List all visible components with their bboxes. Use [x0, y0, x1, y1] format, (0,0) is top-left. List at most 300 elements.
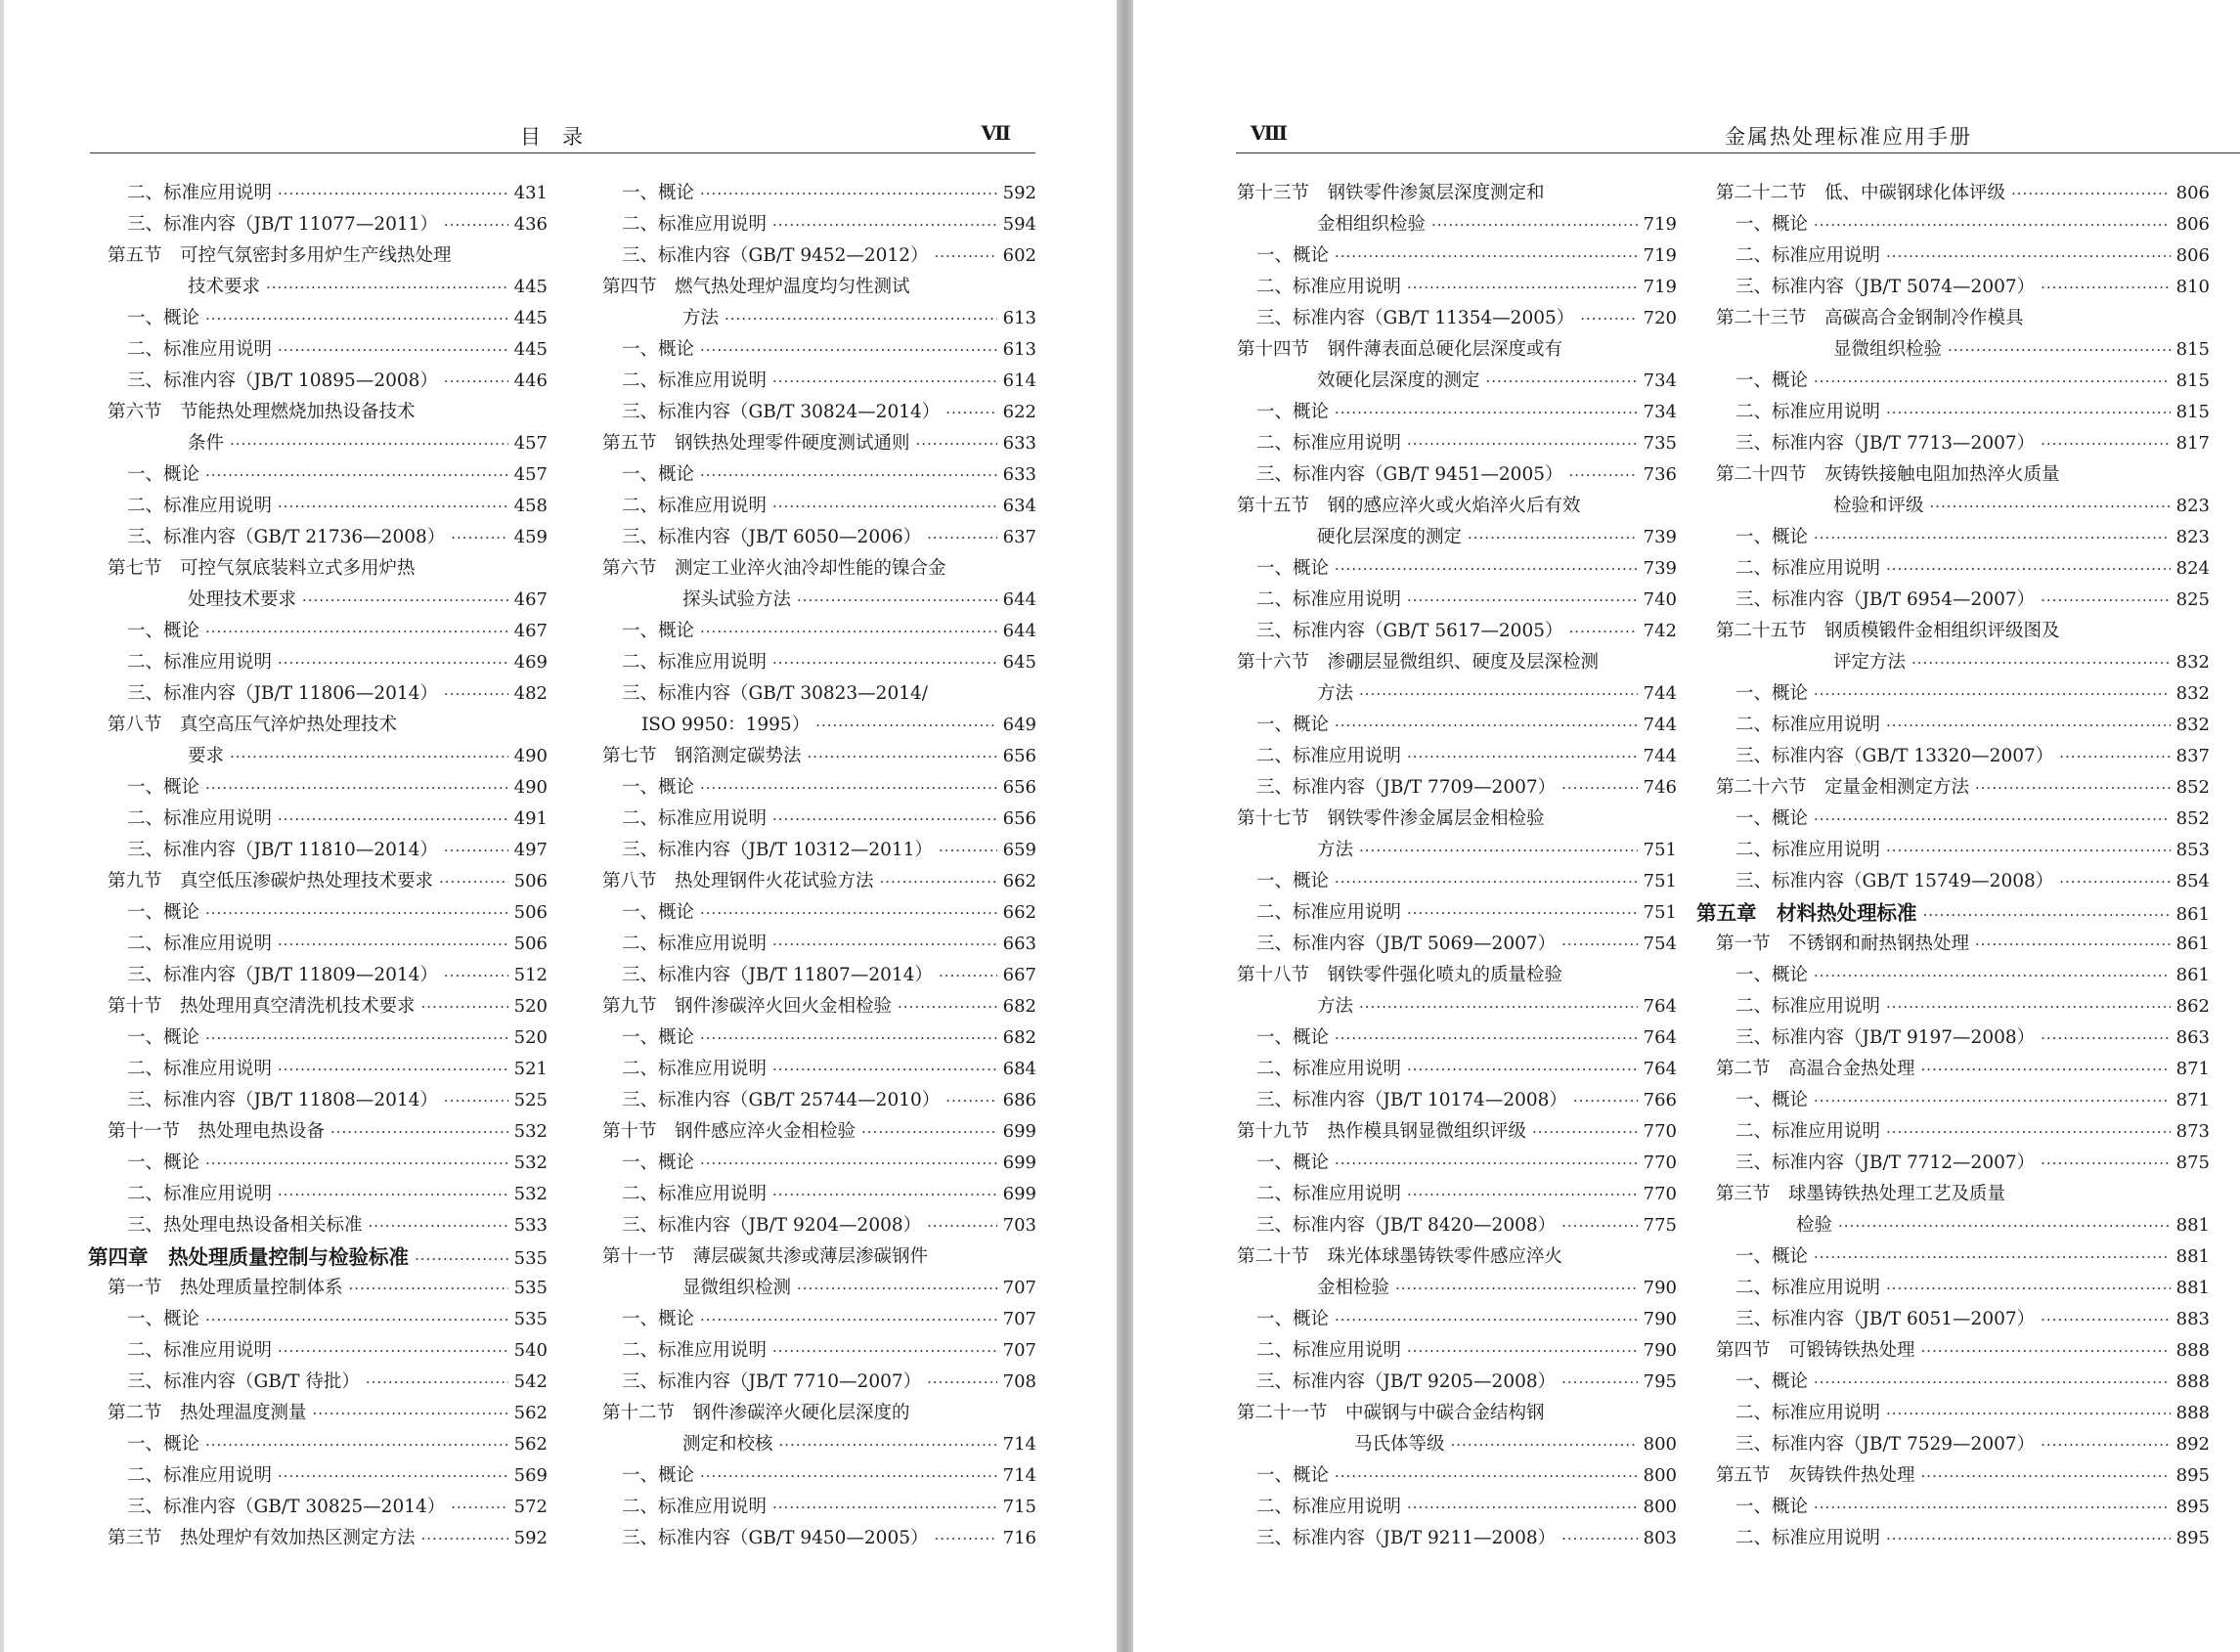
toc-page-number: 569 [513, 1465, 548, 1486]
page-number: Ⅶ [981, 121, 1011, 145]
toc-entry-title: 二、标准应用说明 [1735, 558, 1881, 579]
toc-entry-title: 二、标准应用说明 [1256, 902, 1402, 923]
toc-entry [602, 209, 1036, 240]
leader-dots [1886, 1523, 2171, 1554]
toc-page-number: 873 [2175, 1121, 2210, 1142]
leader-dots [945, 1085, 996, 1116]
toc-entry-title: 第四章 热处理质量控制与检验标准 [88, 1245, 409, 1269]
toc-section-entry [1237, 1116, 1677, 1148]
toc-entry-title: 第八节 热处理钢件火花试验方法 [602, 871, 874, 891]
leader-dots [700, 1148, 997, 1179]
toc-entry-title: 一、概论 [1256, 558, 1330, 579]
toc-entry [108, 647, 548, 678]
leader-dots [205, 1022, 508, 1054]
leader-dots [439, 866, 508, 897]
toc-page-number: 719 [1643, 214, 1677, 235]
toc-entry-title: 第七节 可控气氛底装料立式多用炉热 [108, 558, 416, 579]
toc-page-number: 795 [1643, 1371, 1677, 1392]
toc-entry-title: 第十一节 薄层碳氮共渗或薄层渗碳钢件 [602, 1246, 929, 1267]
toc-entry-title: 第五节 钢铁热处理零件硬度测试通则 [602, 433, 910, 454]
toc-entry-title: 二、标准应用说明 [1735, 1278, 1881, 1298]
toc-entry-title: 二、标准应用说明 [127, 934, 273, 954]
toc-page-number: 852 [2175, 808, 2210, 829]
leader-dots [1814, 1367, 2171, 1398]
leader-dots [1561, 1367, 1638, 1398]
toc-entry [1237, 585, 1677, 616]
leader-dots [1335, 1304, 1638, 1335]
toc-entry [108, 1304, 548, 1335]
toc-page-number: 684 [1002, 1059, 1036, 1079]
toc-page-number: 863 [2175, 1027, 2210, 1048]
toc-page-number: 699 [1002, 1184, 1036, 1204]
leader-dots [278, 178, 508, 209]
toc-entry [1237, 991, 1677, 1022]
toc-entry-title: 一、概论 [1735, 683, 1809, 704]
toc-page-number: 458 [513, 496, 548, 516]
leader-dots [1911, 647, 2171, 678]
toc-page-number: 525 [513, 1090, 548, 1110]
book-gutter [1117, 0, 1133, 1652]
toc-entry [108, 929, 548, 960]
leader-dots [1923, 899, 2171, 931]
leader-dots [1335, 1460, 1638, 1492]
toc-entry-title: 第二十六节 定量金相测定方法 [1716, 777, 1970, 798]
toc-page-number: 888 [2175, 1371, 2210, 1392]
toc-entry [1716, 585, 2210, 616]
toc-page-number: 881 [2175, 1215, 2210, 1236]
toc-page-number: 457 [513, 433, 548, 454]
toc-section-entry [1716, 459, 2210, 491]
leader-dots [700, 772, 997, 804]
toc-entry-title: 检验 [1796, 1215, 1833, 1236]
toc-entry-title: 第五节 灰铸铁件热处理 [1716, 1465, 1915, 1486]
leader-dots [1886, 397, 2171, 428]
toc-column-2 [1696, 178, 2210, 1554]
toc-entry-title: 三、标准内容（GB/T 30825—2014） [127, 1497, 446, 1517]
toc-entry [108, 366, 548, 397]
toc-page-number: 854 [2175, 871, 2210, 891]
toc-entry-title: 第十六节 渗硼层显微组织、硬度及层深检测 [1237, 652, 1600, 673]
leader-dots [1886, 1398, 2171, 1429]
leader-dots [205, 616, 508, 647]
leader-dots [1886, 835, 2171, 866]
toc-entry [108, 804, 548, 835]
toc-section-entry [1716, 772, 2210, 804]
toc-entry-title: 三、标准内容（JB/T 7712—2007） [1735, 1152, 2036, 1173]
toc-entry-title: 二、标准应用说明 [1735, 840, 1881, 860]
leader-dots [772, 647, 997, 678]
toc-entry-title: 二、标准应用说明 [1735, 402, 1881, 422]
toc-page-number: 719 [1643, 245, 1677, 266]
toc-entry [1716, 428, 2210, 459]
toc-entry [1237, 1210, 1677, 1241]
toc-entry [1716, 1367, 2210, 1398]
leader-dots [935, 240, 997, 272]
toc-section-entry [1237, 647, 1677, 678]
toc-entry [108, 960, 548, 991]
toc-entry-title: 一、概论 [1256, 1152, 1330, 1173]
toc-page-number: 800 [1643, 1497, 1677, 1517]
toc-chapter-entry [1696, 897, 2210, 929]
toc-entry-title: 三、标准内容（JB/T 6050—2006） [622, 527, 922, 547]
toc-entry-title: 一、概论 [622, 902, 695, 923]
toc-entry-title: 二、标准应用说明 [1256, 277, 1402, 297]
toc-entry-title: 一、概论 [622, 621, 695, 641]
toc-entry-title: 三、标准内容（JB/T 9204—2008） [622, 1215, 922, 1236]
leader-dots [1532, 1116, 1638, 1148]
toc-entry-title: 二、标准应用说明 [1735, 1121, 1881, 1142]
toc-section-entry [602, 1116, 1036, 1148]
leader-dots [1886, 710, 2171, 741]
toc-page-number: 656 [1002, 777, 1036, 798]
toc-entry-title: 一、概论 [1735, 370, 1809, 391]
toc-entry [1716, 1085, 2210, 1116]
toc-page-number: 734 [1643, 370, 1677, 391]
toc-entry [1237, 1273, 1677, 1304]
toc-page-number: 815 [2175, 370, 2210, 391]
leader-dots [1921, 1460, 2171, 1492]
toc-section-entry [1716, 616, 2210, 647]
toc-page-number: 637 [1002, 527, 1036, 547]
leader-dots [205, 303, 508, 334]
toc-page-number: 790 [1643, 1340, 1677, 1361]
leader-dots [939, 835, 997, 866]
toc-entry-title: 二、标准应用说明 [127, 496, 273, 516]
toc-page-number: 446 [513, 370, 548, 391]
toc-entry [1237, 616, 1677, 647]
toc-entry-title: 一、概论 [1735, 214, 1809, 235]
page-number: Ⅷ [1251, 121, 1288, 145]
toc-entry-title: 二、标准应用说明 [622, 1059, 768, 1079]
toc-section-entry [1716, 929, 2210, 960]
toc-entry-title: 第一节 不锈钢和耐热钢热处理 [1716, 934, 1970, 954]
toc-entry [602, 1054, 1036, 1085]
toc-entry-title: 三、标准内容（JB/T 11808—2014） [127, 1090, 438, 1110]
leader-dots [939, 960, 997, 991]
toc-page-number: 744 [1643, 715, 1677, 735]
leader-dots [772, 804, 997, 835]
toc-entry [1716, 991, 2210, 1022]
toc-entry [108, 1179, 548, 1210]
leader-dots [1407, 272, 1638, 303]
toc-entry [1237, 1085, 1677, 1116]
toc-entry [1237, 1022, 1677, 1054]
toc-page-number: 751 [1643, 871, 1677, 891]
leader-dots [366, 1367, 508, 1398]
toc-entry-title: 二、标准应用说明 [1256, 1497, 1402, 1517]
leader-dots [1886, 1116, 2171, 1148]
toc-entry [1716, 804, 2210, 835]
toc-page-number: 532 [513, 1152, 548, 1173]
toc-entry [1237, 428, 1677, 459]
leader-dots [772, 209, 997, 240]
toc-page-number: 770 [1643, 1184, 1677, 1204]
toc-entry-title: 条件 [188, 433, 225, 454]
toc-page-number: 871 [2175, 1090, 2210, 1110]
toc-entry [602, 772, 1036, 804]
toc-entry-title: 第十节 热处理用真空清洗机技术要求 [108, 996, 416, 1017]
leader-dots [369, 1210, 508, 1241]
toc-page-number: 719 [1643, 277, 1677, 297]
toc-entry-title: 显微组织检验 [1833, 339, 1943, 360]
toc-entry-title: 第七节 钢箔测定碳势法 [602, 746, 802, 766]
toc-entry [602, 303, 1036, 334]
toc-entry-title: 三、标准内容（JB/T 7529—2007） [1735, 1434, 2036, 1455]
toc-section-entry [602, 1241, 1036, 1273]
toc-section-entry [108, 710, 548, 741]
toc-entry-title: 要求 [188, 746, 225, 766]
header-title: 金属热处理标准应用手册 [1725, 125, 1972, 149]
toc-entry [1716, 678, 2210, 710]
toc-page-number: 837 [2175, 746, 2210, 766]
toc-entry-title: 第十四节 钢件薄表面总硬化层深度或有 [1237, 339, 1563, 360]
leader-dots [1886, 991, 2171, 1022]
toc-page-number: 459 [513, 527, 548, 547]
toc-page-number: 535 [513, 1278, 548, 1298]
right-page [1133, 0, 2240, 1652]
toc-entry-title: 二、标准应用说明 [1735, 1403, 1881, 1423]
toc-page-number: 445 [513, 308, 548, 328]
toc-page-number: 895 [2175, 1465, 2210, 1486]
toc-page-number: 491 [513, 808, 548, 829]
toc-entry-title: 效硬化层深度的测定 [1317, 370, 1480, 391]
toc-section-entry [602, 741, 1036, 772]
leader-dots [700, 178, 997, 209]
toc-entry-title: 第八节 真空高压气淬炉热处理技术 [108, 715, 398, 735]
toc-page-number: 659 [1002, 840, 1036, 860]
toc-entry-title: 一、概论 [1256, 245, 1330, 266]
leader-dots [935, 1523, 997, 1554]
toc-page-number: 633 [1002, 464, 1036, 485]
leader-dots [205, 1429, 508, 1460]
toc-entry-title: 二、标准应用说明 [1256, 1340, 1402, 1361]
leader-dots [451, 522, 507, 553]
toc-entry-title: 一、概论 [622, 1309, 695, 1329]
toc-entry-title: 第十一节 热处理电热设备 [108, 1121, 326, 1142]
toc-entry [1716, 1398, 2210, 1429]
toc-page-number: 708 [1002, 1371, 1036, 1392]
toc-section-entry [1716, 1335, 2210, 1367]
leader-dots [1395, 1273, 1638, 1304]
toc-entry [602, 710, 1036, 741]
leader-dots [700, 1304, 997, 1335]
leader-dots [797, 1273, 997, 1304]
toc-entry [602, 1492, 1036, 1523]
toc-entry [602, 491, 1036, 522]
toc-entry-title: 二、标准应用说明 [1256, 746, 1402, 766]
leader-dots [278, 1054, 508, 1085]
toc-entry-title: 三、标准内容（JB/T 10895—2008） [127, 370, 438, 391]
toc-entry [108, 1367, 548, 1398]
leader-dots [1814, 1241, 2171, 1273]
toc-entry [108, 209, 548, 240]
leader-dots [1814, 804, 2171, 835]
leader-dots [1431, 209, 1638, 240]
toc-entry [1237, 240, 1677, 272]
toc-entry-title: 测定和校核 [682, 1434, 773, 1455]
toc-page-number: 436 [513, 214, 548, 235]
leader-dots [1407, 428, 1638, 459]
leader-dots [415, 1243, 508, 1275]
toc-entry [108, 585, 548, 616]
toc-page-number: 740 [1643, 589, 1677, 610]
toc-page-number: 592 [513, 1528, 548, 1548]
leader-dots [1407, 897, 1638, 929]
toc-entry [108, 616, 548, 647]
toc-page-number: 861 [2175, 904, 2210, 925]
toc-entry-title: 一、概论 [1735, 965, 1809, 985]
toc-page-number: 832 [2175, 715, 2210, 735]
leader-dots [1407, 1179, 1638, 1210]
toc-entry [108, 303, 548, 334]
toc-entry-title: 第十八节 钢铁零件强化喷丸的质量检验 [1237, 965, 1563, 985]
toc-entry-title: 二、标准应用说明 [127, 1059, 273, 1079]
toc-entry [602, 616, 1036, 647]
toc-entry-title: 二、标准应用说明 [622, 370, 768, 391]
toc-page-number: 746 [1643, 777, 1677, 798]
toc-page-number: 823 [2175, 496, 2210, 516]
toc-entry-title: 一、概论 [1256, 715, 1330, 735]
leader-dots [444, 960, 508, 991]
toc-entry-title: 一、概论 [622, 464, 695, 485]
toc-entry-title: 一、概论 [622, 183, 695, 203]
toc-section-entry [602, 428, 1036, 459]
toc-entry [108, 522, 548, 553]
toc-page-number: 520 [513, 996, 548, 1017]
toc-page-number: 703 [1002, 1215, 1036, 1236]
leader-dots [1886, 1273, 2171, 1304]
page-header [90, 119, 1035, 153]
leader-dots [1814, 678, 2171, 710]
leader-dots [266, 272, 508, 303]
leader-dots [1335, 397, 1638, 428]
toc-entry [108, 1210, 548, 1241]
toc-section-entry [108, 397, 548, 428]
leader-dots [898, 991, 997, 1022]
leader-dots [278, 929, 508, 960]
leader-dots [1814, 209, 2171, 240]
toc-entry-title: 二、标准应用说明 [127, 1184, 273, 1204]
toc-entry [602, 585, 1036, 616]
toc-entry-title: 一、概论 [127, 1309, 200, 1329]
toc-entry [1716, 647, 2210, 678]
toc-entry [602, 459, 1036, 491]
toc-page-number: 540 [513, 1340, 548, 1361]
leader-dots [1335, 866, 1638, 897]
toc-entry-title: 第九节 钢件渗碳淬火回火金相检验 [602, 996, 893, 1017]
toc-entry-title: 第十九节 热作模具钢显微组织评级 [1237, 1121, 1527, 1142]
toc-page-number: 764 [1643, 996, 1677, 1017]
leader-dots [1335, 1148, 1638, 1179]
toc-entry [602, 1523, 1036, 1554]
toc-entry [602, 1210, 1036, 1241]
toc-entry [602, 897, 1036, 929]
leader-dots [1335, 240, 1638, 272]
toc-entry-title: 一、概论 [1735, 1090, 1809, 1110]
leader-dots [1468, 522, 1638, 553]
toc-entry [108, 1085, 548, 1116]
toc-entry [1237, 772, 1677, 804]
leader-dots [2041, 428, 2171, 459]
toc-section-entry [1716, 1179, 2210, 1210]
leader-dots [1407, 1492, 1638, 1523]
toc-entry-title: 第二十四节 灰铸铁接触电阻加热淬火质量 [1716, 464, 2060, 485]
toc-column-1 [88, 178, 548, 1554]
toc-entry-title: 三、标准内容（GB/T 30824—2014） [622, 402, 941, 422]
toc-entry-title: 显微组织检测 [682, 1278, 792, 1298]
toc-entry-title: 一、概论 [622, 1027, 695, 1048]
toc-entry [108, 272, 548, 303]
toc-entry-title: 第四节 燃气热处理炉温度均匀性测试 [602, 277, 910, 297]
toc-page-number: 535 [513, 1309, 548, 1329]
toc-entry-title: 探头试验方法 [682, 589, 792, 610]
toc-entry [108, 1460, 548, 1492]
toc-page-number: 656 [1002, 808, 1036, 829]
toc-entry [108, 1148, 548, 1179]
left-page [4, 0, 1117, 1652]
toc-entry-title: 二、标准应用说明 [1735, 715, 1881, 735]
leader-dots [1814, 1085, 2171, 1116]
toc-entry-title: 第十七节 钢铁零件渗金属层金相检验 [1237, 808, 1545, 829]
toc-entry-title: 一、概论 [127, 308, 200, 328]
toc-section-entry [108, 1523, 548, 1554]
toc-entry-title: 第二十三节 高碳高合金钢制冷作模具 [1716, 308, 2024, 328]
toc-entry-title: 一、概论 [1256, 1465, 1330, 1486]
leader-dots [700, 897, 997, 929]
toc-section-entry [1237, 491, 1677, 522]
toc-entry [602, 960, 1036, 991]
leader-dots [772, 491, 997, 522]
toc-section-entry [108, 1398, 548, 1429]
leader-dots [451, 1492, 507, 1523]
leader-dots [444, 678, 508, 710]
toc-entry-title: 三、标准内容（GB/T 9451—2005） [1256, 464, 1563, 485]
toc-entry-title: 一、概论 [622, 1465, 695, 1486]
toc-entry [108, 1022, 548, 1054]
leader-dots [1573, 1085, 1638, 1116]
toc-entry-title: 三、标准内容（JB/T 11810—2014） [127, 840, 438, 860]
toc-entry-title: 三、标准内容（GB/T 25744—2010） [622, 1090, 941, 1110]
toc-entry [602, 1273, 1036, 1304]
leader-dots [2041, 585, 2171, 616]
leader-dots [1335, 1022, 1638, 1054]
toc-page-number: 644 [1002, 621, 1036, 641]
toc-section-entry [1237, 1241, 1677, 1273]
toc-page-number: 806 [2175, 183, 2210, 203]
toc-page-number: 532 [513, 1184, 548, 1204]
toc-entry [602, 1179, 1036, 1210]
toc-section-entry [1716, 178, 2210, 209]
toc-entry [1237, 209, 1677, 240]
toc-entry-title: 二、标准应用说明 [1735, 1528, 1881, 1548]
leader-dots [278, 1179, 508, 1210]
leader-dots [1975, 772, 2171, 804]
leader-dots [797, 585, 997, 616]
leader-dots [772, 929, 997, 960]
leader-dots [230, 741, 508, 772]
leader-dots [808, 741, 997, 772]
toc-entry [1237, 710, 1677, 741]
toc-section-entry [1716, 1460, 2210, 1492]
toc-entry-title: 一、概论 [622, 777, 695, 798]
toc-entry [1237, 397, 1677, 428]
toc-page-number: 714 [1002, 1465, 1036, 1486]
toc-entry-title: 方法 [1317, 996, 1354, 1017]
toc-entry-title: 三、标准内容（JB/T 7713—2007） [1735, 433, 2036, 454]
toc-section-entry [602, 553, 1036, 585]
toc-entry-title: 一、概论 [1735, 527, 1809, 547]
toc-entry [1716, 1148, 2210, 1179]
